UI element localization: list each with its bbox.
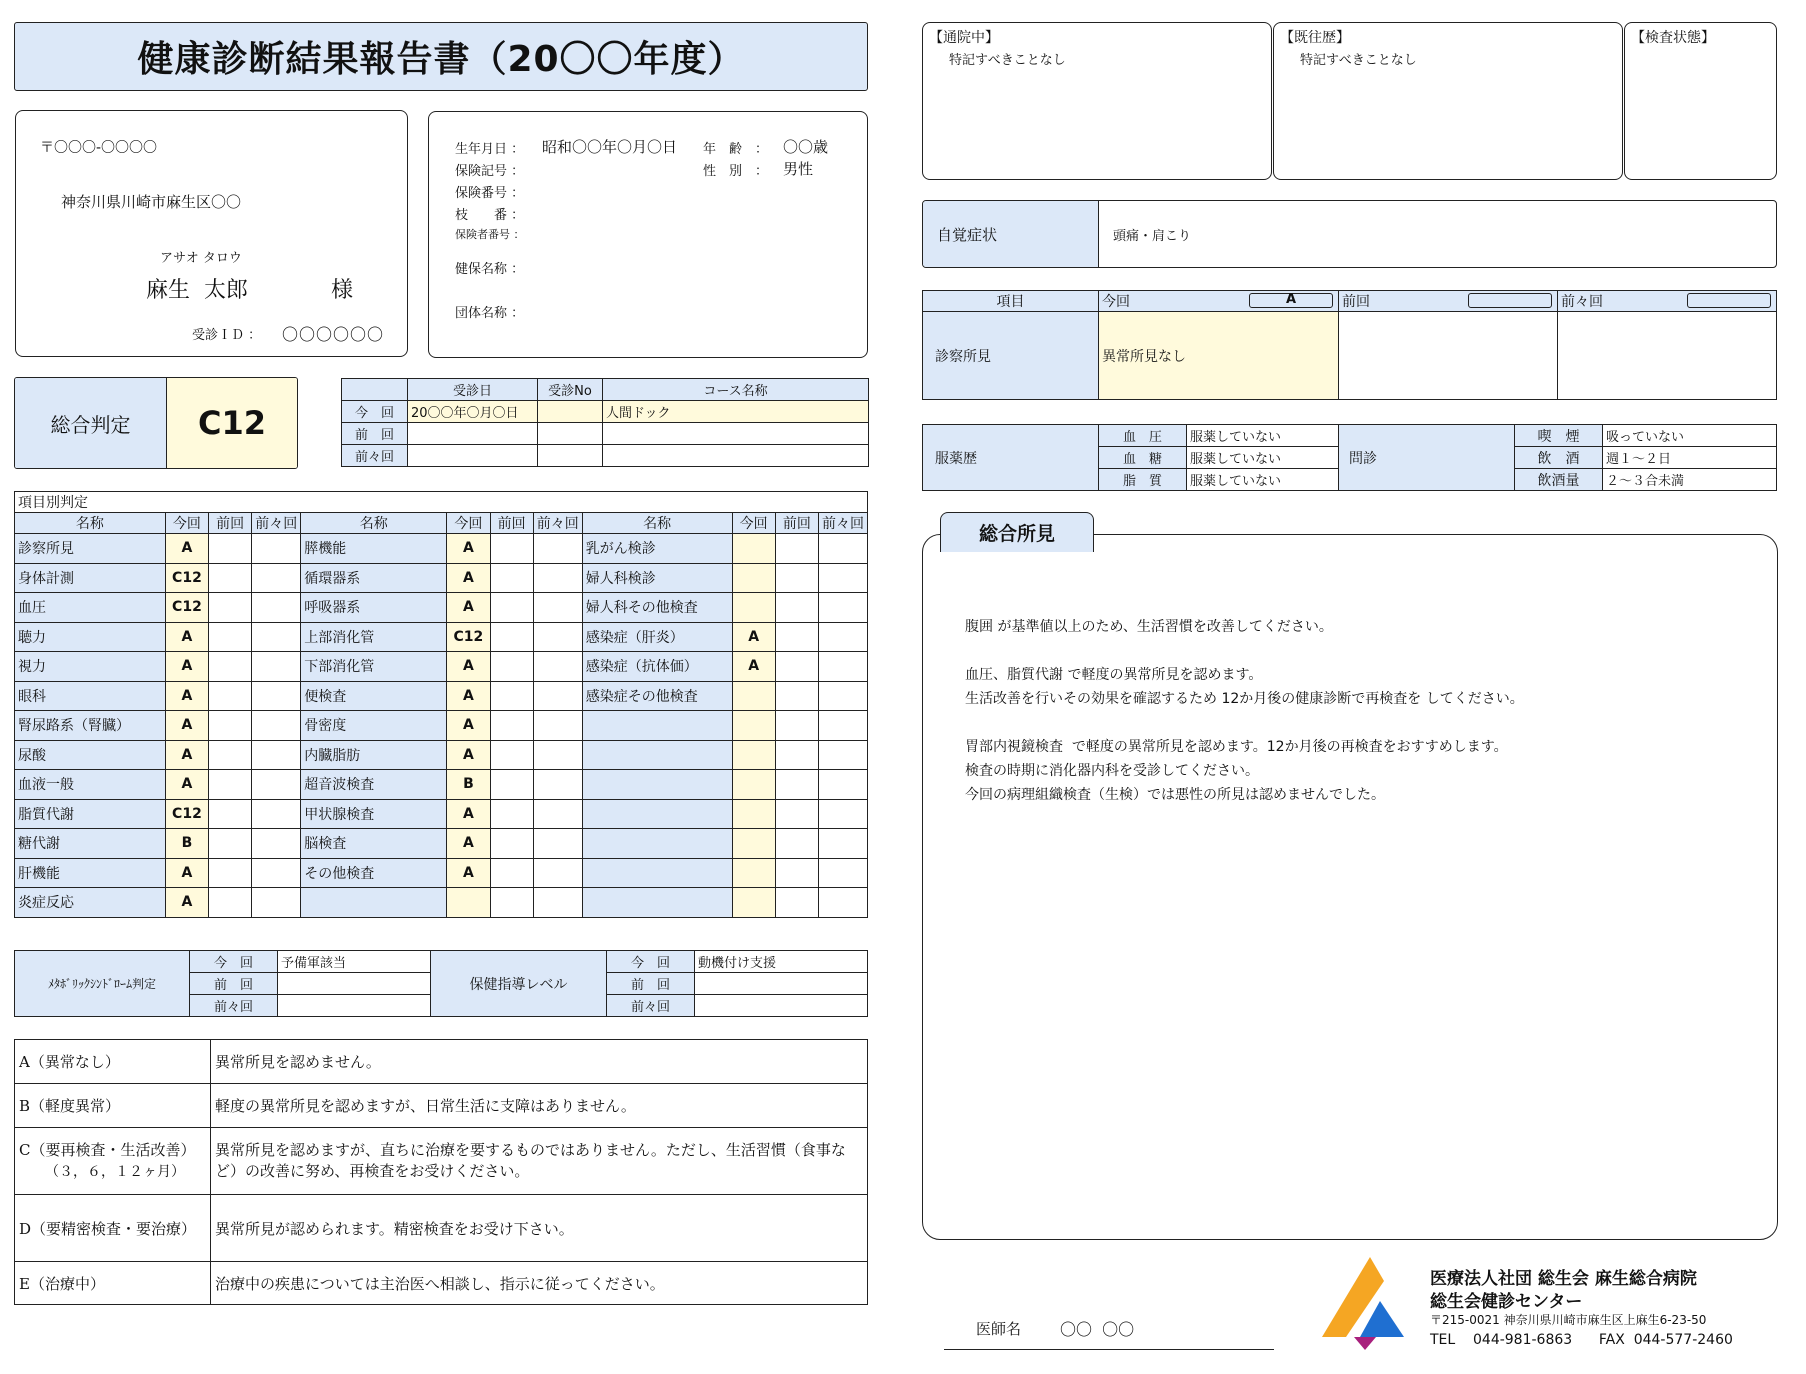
- findings-current-grade: A: [1249, 293, 1333, 308]
- branch-label: 枝 番 ：: [455, 208, 525, 223]
- items-header-prev2: 前々回: [252, 513, 301, 534]
- doctor-label: 医師名: [976, 1320, 1022, 1338]
- item-grade-prev2: [818, 858, 867, 888]
- kiou-box: [1273, 22, 1623, 180]
- item-grade-prev2: [818, 681, 867, 711]
- items-header-cur: 今回: [732, 513, 775, 534]
- item-name: 糖代謝: [15, 829, 166, 859]
- item-name: 乳がん検診: [582, 534, 732, 564]
- exam-id-label: 受診ＩＤ ：: [192, 328, 262, 343]
- item-grade-prev2: [818, 770, 867, 800]
- findings-prev: [1339, 312, 1558, 400]
- report-title: 健康診断結果報告書（20〇〇年度）: [14, 22, 868, 91]
- item-grade-prev: [209, 593, 252, 623]
- item-name: [582, 770, 732, 800]
- item-grade-prev: [209, 711, 252, 741]
- item-grade-prev: [490, 681, 533, 711]
- item-grade-current: A: [732, 622, 775, 652]
- item-grade-prev2: [818, 593, 867, 623]
- item-grade-current: A: [165, 888, 208, 918]
- item-grade-prev: [209, 888, 252, 918]
- legend-desc: 治療中の疾患については主治医へ相談し、指示に従ってください。: [211, 1262, 868, 1305]
- item-name: [301, 888, 447, 918]
- item-grade-current: [732, 829, 775, 859]
- table-row: [15, 829, 868, 859]
- item-name: 骨密度: [301, 711, 447, 741]
- item-grade-current: A: [447, 534, 490, 564]
- item-grade-current: A: [165, 858, 208, 888]
- tsuin-label: 【通院中】: [929, 30, 999, 46]
- item-name: 身体計測: [15, 563, 166, 593]
- items-header-name: 名称: [582, 513, 732, 534]
- table-row: [15, 740, 868, 770]
- item-grade-prev2: [818, 888, 867, 918]
- item-grade-current: A: [165, 534, 208, 564]
- kenpo-label: 健保名称 ：: [455, 262, 525, 277]
- symptoms-label: 自覚症状: [923, 201, 1099, 267]
- item-name: 脂質代謝: [15, 799, 166, 829]
- birth-value: 昭和〇〇年〇月〇日: [542, 138, 678, 156]
- summary-tab: 総合所見: [940, 512, 1094, 552]
- visit-row: 今 回 20〇〇年〇月〇日 人間ドック: [342, 401, 869, 423]
- item-grade-prev2: [252, 770, 301, 800]
- legend-desc: 軽度の異常所見を認めますが、日常生活に支障はありません。: [211, 1084, 868, 1128]
- item-grade-current: [732, 563, 775, 593]
- item-name: 感染症（抗体価）: [582, 652, 732, 682]
- item-grade-prev: [775, 799, 818, 829]
- table-row: [15, 563, 868, 593]
- sex-value: 男性: [783, 160, 814, 178]
- metabolic-current: 予備軍該当: [278, 951, 431, 973]
- item-name: 血液一般: [15, 770, 166, 800]
- table-row: [15, 622, 868, 652]
- item-grade-prev: [490, 740, 533, 770]
- items-header-name: 名称: [15, 513, 166, 534]
- item-name: その他検査: [301, 858, 447, 888]
- item-grade-prev2: [252, 622, 301, 652]
- item-name: 炎症反応: [15, 888, 166, 918]
- item-name: 感染症その他検査: [582, 681, 732, 711]
- exam-id-value: 〇〇〇〇〇〇: [282, 325, 385, 344]
- item-grade-prev: [209, 622, 252, 652]
- item-grade-prev2: [533, 563, 582, 593]
- item-grade-current: C12: [447, 622, 490, 652]
- item-grade-current: [732, 799, 775, 829]
- item-name: 視力: [15, 652, 166, 682]
- item-grade-prev: [775, 858, 818, 888]
- item-grade-prev2: [818, 534, 867, 564]
- item-grade-prev2: [818, 622, 867, 652]
- item-grade-current: [447, 888, 490, 918]
- item-grade-current: A: [447, 652, 490, 682]
- postal-code: 〒〇〇〇-〇〇〇〇: [40, 140, 158, 156]
- item-grade-prev: [775, 711, 818, 741]
- table-row: [15, 711, 868, 741]
- item-grade-prev2: [818, 652, 867, 682]
- item-grade-current: A: [165, 652, 208, 682]
- items-header-cur: 今回: [165, 513, 208, 534]
- item-grade-prev: [209, 740, 252, 770]
- exam-findings-table: [922, 290, 1777, 400]
- item-grade-prev2: [252, 799, 301, 829]
- item-name: [582, 799, 732, 829]
- item-grade-prev: [490, 593, 533, 623]
- item-grade-prev2: [252, 858, 301, 888]
- item-grade-current: A: [447, 681, 490, 711]
- summary-line: [965, 711, 1737, 735]
- item-grade-current: A: [732, 652, 775, 682]
- item-grade-current: [732, 593, 775, 623]
- item-grade-prev2: [252, 829, 301, 859]
- item-grade-prev: [775, 681, 818, 711]
- item-grade-prev2: [252, 888, 301, 918]
- item-name: 内臓脂肪: [301, 740, 447, 770]
- legend-key: A（異常なし）: [15, 1040, 211, 1084]
- legend-desc: 異常所見を認めません。: [211, 1040, 868, 1084]
- item-grade-prev2: [533, 622, 582, 652]
- item-grade-prev: [490, 770, 533, 800]
- table-row: [15, 593, 868, 623]
- item-grade-current: A: [165, 681, 208, 711]
- item-grade-prev: [490, 622, 533, 652]
- item-grade-prev: [209, 829, 252, 859]
- kensa-label: 【検査状態】: [1631, 30, 1715, 46]
- legend-key: E（治療中）: [15, 1262, 211, 1305]
- item-judgment-table: [14, 491, 868, 918]
- legend-key: D（要精密検査・要治療）: [15, 1195, 211, 1262]
- item-name: [582, 858, 732, 888]
- item-grade-prev: [775, 563, 818, 593]
- legend-key: B（軽度異常）: [15, 1084, 211, 1128]
- item-grade-prev: [490, 534, 533, 564]
- item-name: 肝機能: [15, 858, 166, 888]
- item-grade-prev: [775, 888, 818, 918]
- item-grade-current: A: [165, 711, 208, 741]
- item-grade-prev2: [533, 858, 582, 888]
- table-row: [15, 888, 868, 918]
- item-name: 膵機能: [301, 534, 447, 564]
- summary-line: 検査の時期に消化器内科を受診してください。: [965, 763, 1259, 779]
- item-grade-prev2: [252, 740, 301, 770]
- hospital-phone: TEL 044-981-6863 FAX 044-577-2460: [1430, 1332, 1733, 1348]
- table-row: [15, 681, 868, 711]
- insurance-sign-label: 保険記号 ：: [455, 164, 525, 179]
- item-name: 腎尿路系（腎臓）: [15, 711, 166, 741]
- table-row: [15, 534, 868, 564]
- item-name: 聴力: [15, 622, 166, 652]
- item-grade-current: A: [165, 740, 208, 770]
- items-header-name: 名称: [301, 513, 447, 534]
- item-grade-current: A: [447, 563, 490, 593]
- item-grade-prev2: [533, 652, 582, 682]
- summary-line: [965, 639, 1737, 663]
- patient-name: 麻生 太郎: [146, 278, 248, 303]
- findings-header-item: 項目: [923, 291, 1099, 312]
- legend-desc: 異常所見が認められます。精密検査をお受け下さい。: [211, 1195, 868, 1262]
- item-grade-prev: [490, 799, 533, 829]
- item-grade-prev2: [818, 799, 867, 829]
- item-name: [582, 888, 732, 918]
- item-grade-prev: [775, 593, 818, 623]
- address-text: 神奈川県川崎市麻生区〇〇: [61, 193, 242, 211]
- item-name: 婦人科その他検査: [582, 593, 732, 623]
- item-grade-prev2: [818, 711, 867, 741]
- item-grade-current: A: [447, 740, 490, 770]
- summary-line: 胃部内視鏡検査 で軽度の異常所見を認めます。12か月後の再検査をおすすめします。: [965, 739, 1508, 755]
- medication-label: 服薬歴: [923, 425, 1099, 491]
- item-grade-prev2: [818, 829, 867, 859]
- kiou-value: 特記すべきことなし: [1300, 53, 1417, 68]
- items-header-prev: 前回: [775, 513, 818, 534]
- item-grade-current: [732, 770, 775, 800]
- findings-label: 診察所見: [923, 312, 1099, 400]
- item-grade-prev: [209, 799, 252, 829]
- summary-box: [922, 534, 1778, 1240]
- name-kana: アサオ タロウ: [160, 251, 242, 266]
- item-grade-prev: [490, 711, 533, 741]
- item-grade-current: [732, 711, 775, 741]
- item-grade-current: B: [447, 770, 490, 800]
- item-grade-prev: [775, 829, 818, 859]
- item-grade-prev: [490, 652, 533, 682]
- item-grade-prev2: [533, 770, 582, 800]
- item-grade-prev2: [533, 681, 582, 711]
- item-name: 甲状腺検査: [301, 799, 447, 829]
- item-name: 脳検査: [301, 829, 447, 859]
- item-grade-current: C12: [165, 799, 208, 829]
- item-grade-prev: [209, 858, 252, 888]
- item-grade-prev2: [533, 829, 582, 859]
- summary-line: 今回の病理組織検査（生検）では悪性の所見は認めませんでした。: [965, 787, 1385, 803]
- birth-label: 生年月日 ：: [455, 142, 525, 157]
- tsuin-value: 特記すべきことなし: [949, 53, 1066, 68]
- logo-purple-shape: [1354, 1337, 1376, 1350]
- center-name: 総生会健診センター: [1430, 1292, 1583, 1312]
- visit-row: 前 回: [342, 423, 869, 445]
- item-name: [582, 740, 732, 770]
- item-name: 便検査: [301, 681, 447, 711]
- item-grade-prev: [209, 770, 252, 800]
- items-header-prev: 前回: [209, 513, 252, 534]
- person-info-box: [428, 111, 868, 358]
- symptoms-value: 頭痛・肩こり: [1113, 229, 1192, 244]
- item-name: [582, 711, 732, 741]
- item-grade-current: [732, 740, 775, 770]
- item-grade-prev2: [533, 593, 582, 623]
- summary-line: 生活改善を行いその効果を確認するため 12か月後の健康診断で再検査を してください。: [965, 691, 1524, 707]
- address-box: [15, 110, 408, 357]
- items-header-prev: 前回: [490, 513, 533, 534]
- item-grade-prev: [490, 563, 533, 593]
- hospital-address: 〒215-0021 神奈川県川崎市麻生区上麻生6-23-50: [1430, 1313, 1707, 1327]
- item-grade-prev2: [533, 740, 582, 770]
- grade-legend: [14, 1039, 868, 1305]
- item-grade-prev: [209, 652, 252, 682]
- item-grade-current: A: [447, 799, 490, 829]
- findings-prev2: [1558, 312, 1777, 400]
- summary-line: 腹囲 が基準値以上のため、生活習慣を改善してください。: [965, 619, 1333, 635]
- findings-header-prev2: 前々回: [1558, 291, 1777, 312]
- item-name: 超音波検査: [301, 770, 447, 800]
- summary-line: 血圧、脂質代謝 で軽度の異常所見を認めます。: [965, 667, 1263, 683]
- visit-header-course: コース名称: [603, 379, 869, 401]
- overall-judgment-label: 総合判定: [15, 378, 167, 468]
- metabolic-label: ﾒﾀﾎﾞﾘｯｸｼﾝﾄﾞﾛｰﾑ判定: [15, 951, 190, 1017]
- table-row: [15, 770, 868, 800]
- tsuin-box: [922, 22, 1272, 180]
- doctor-name: 〇〇 〇〇: [1060, 1320, 1135, 1339]
- item-grade-prev2: [252, 652, 301, 682]
- item-grade-prev2: [533, 799, 582, 829]
- medication-table: 服薬歴 血 圧 服薬していない 問診 喫 煙 吸っていない 血 糖 服薬していない 飲 酒 週１～２日 脂 質 服薬していない 飲酒量 ２～３合未満: [922, 424, 1777, 491]
- item-grade-prev: [775, 622, 818, 652]
- findings-header-prev: 前回: [1339, 291, 1558, 312]
- item-grade-current: A: [447, 593, 490, 623]
- overall-judgment-value: C12: [167, 378, 297, 468]
- item-grade-prev: [775, 534, 818, 564]
- item-name: 尿酸: [15, 740, 166, 770]
- item-grade-current: [732, 888, 775, 918]
- symptoms-box: [922, 200, 1777, 268]
- item-name: [582, 829, 732, 859]
- item-grade-prev2: [252, 711, 301, 741]
- metabolic-table: ﾒﾀﾎﾞﾘｯｸｼﾝﾄﾞﾛｰﾑ判定 今 回 予備軍該当 保健指導レベル 今 回 動機付け支援 前 回 前 回 前々回 前々回: [14, 950, 868, 1017]
- signature-line: [944, 1349, 1274, 1350]
- visit-header-date: 受診日: [408, 379, 538, 401]
- item-grade-prev2: [533, 888, 582, 918]
- item-grade-current: [732, 681, 775, 711]
- item-grade-prev2: [252, 563, 301, 593]
- item-name: 上部消化管: [301, 622, 447, 652]
- item-name: 循環器系: [301, 563, 447, 593]
- hospital-name: 医療法人社団 総生会 麻生総合病院: [1430, 1269, 1697, 1289]
- insurance-no-label: 保険番号 ：: [455, 186, 525, 201]
- item-grade-prev2: [533, 711, 582, 741]
- insurer-no-label: 保険者番号 ：: [455, 228, 525, 241]
- item-grade-current: [732, 534, 775, 564]
- item-grade-prev2: [533, 534, 582, 564]
- dantai-label: 団体名称 ：: [455, 306, 525, 321]
- item-grade-current: A: [165, 770, 208, 800]
- item-judgment-caption: 項目別判定: [15, 492, 868, 513]
- visit-table: [341, 378, 869, 467]
- legend-desc: 異常所見を認めますが、直ちに治療を要するものではありません。ただし、生活習慣（食事など）の改善に努め、再検査をお受けください。: [211, 1128, 868, 1195]
- item-grade-prev: [209, 563, 252, 593]
- findings-current: 異常所見なし: [1099, 312, 1339, 400]
- honorific: 様: [331, 278, 354, 303]
- visit-row: 前々回: [342, 445, 869, 467]
- legend-key: C（要再検査・生活改善） （３，６，１２ヶ月）: [15, 1128, 211, 1195]
- age-label: 年 齢 ：: [703, 142, 769, 157]
- table-row: [15, 652, 868, 682]
- item-grade-prev: [209, 681, 252, 711]
- findings-header-current: 今回 A: [1099, 291, 1339, 312]
- item-grade-prev: [209, 534, 252, 564]
- hoken-label: 保健指導レベル: [431, 951, 607, 1017]
- kiou-label: 【既往歴】: [1280, 30, 1350, 46]
- table-row: [15, 799, 868, 829]
- item-grade-current: B: [165, 829, 208, 859]
- item-grade-prev2: [818, 563, 867, 593]
- item-name: 診察所見: [15, 534, 166, 564]
- kensa-box: [1624, 22, 1777, 180]
- item-grade-current: A: [447, 711, 490, 741]
- items-header-cur: 今回: [447, 513, 490, 534]
- item-grade-current: A: [447, 829, 490, 859]
- items-header-prev2: 前々回: [533, 513, 582, 534]
- item-name: 婦人科検診: [582, 563, 732, 593]
- item-grade-current: A: [165, 622, 208, 652]
- age-value: 〇〇歳: [783, 138, 829, 156]
- item-grade-prev2: [252, 681, 301, 711]
- item-name: 眼科: [15, 681, 166, 711]
- item-name: 血圧: [15, 593, 166, 623]
- item-grade-prev: [490, 829, 533, 859]
- item-name: 下部消化管: [301, 652, 447, 682]
- hospital-logo-icon: [1320, 1255, 1420, 1350]
- overall-judgment: [14, 377, 298, 469]
- item-name: 感染症（肝炎）: [582, 622, 732, 652]
- item-grade-prev2: [252, 534, 301, 564]
- item-name: 呼吸器系: [301, 593, 447, 623]
- item-grade-current: C12: [165, 593, 208, 623]
- item-grade-prev: [490, 888, 533, 918]
- item-grade-current: C12: [165, 563, 208, 593]
- items-header-prev2: 前々回: [818, 513, 867, 534]
- item-grade-prev: [775, 740, 818, 770]
- monshin-label: 問診: [1339, 425, 1515, 491]
- item-grade-prev2: [818, 740, 867, 770]
- table-row: [15, 858, 868, 888]
- item-grade-current: A: [447, 858, 490, 888]
- item-grade-prev: [490, 858, 533, 888]
- item-grade-prev2: [252, 593, 301, 623]
- item-grade-current: [732, 858, 775, 888]
- visit-header-no: 受診No: [538, 379, 603, 401]
- item-grade-prev: [775, 770, 818, 800]
- sex-label: 性 別 ：: [703, 164, 769, 179]
- summary-text: [965, 615, 1737, 807]
- hoken-current: 動機付け支援: [695, 951, 868, 973]
- item-grade-prev: [775, 652, 818, 682]
